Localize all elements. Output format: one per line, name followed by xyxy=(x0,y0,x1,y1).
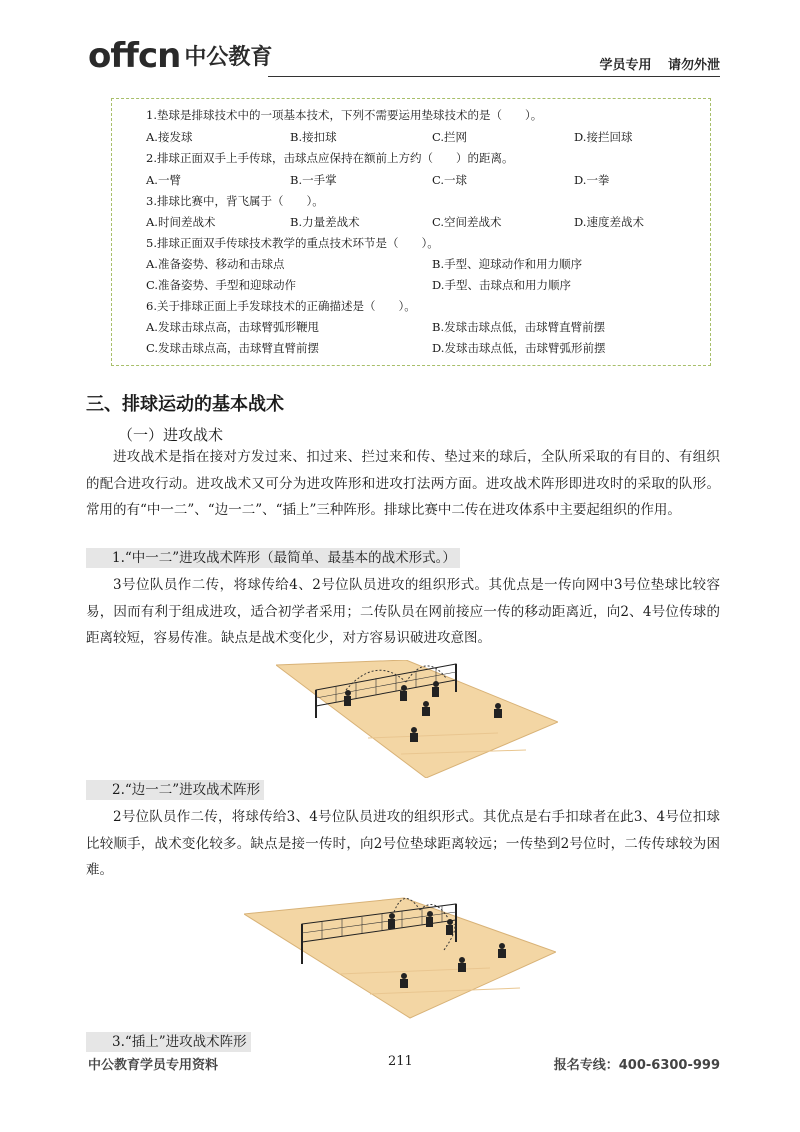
quiz-option: D.接拦回球 xyxy=(574,130,633,144)
section-title: 三、排球运动的基本战术 xyxy=(86,394,284,415)
footer-hotline: 报名专线：400-6300-999 xyxy=(553,1058,720,1073)
footer-label: 中公教育学员专用资料 xyxy=(88,1058,219,1073)
quiz-option: C.准备姿势、手型和迎球动作 xyxy=(146,278,297,292)
quiz-stem: 5.排球正面双手传球技术教学的重点技术环节是（ ）。 xyxy=(146,236,439,250)
quiz-option: D.手型、击球点和用力顺序 xyxy=(432,278,571,292)
intro-paragraph: 进攻战术是指在接对方发过来、扣过来、拦过来和传、垫过来的球后，全队所采取的有目的、有组织的配合进攻行动。进攻战术又可分为进攻阵形和进攻打法两方面。进攻战术阵形即进攻时的采取的队形。常用的有“中一二”、“边一二”、“插上”三种阵形。排球比赛中二传在进攻体系中主要起组织的作用。 xyxy=(86,449,720,518)
quiz-option: A.时间差战术 xyxy=(146,215,216,229)
court-floor xyxy=(244,898,556,1018)
quiz-option: C.拦网 xyxy=(432,130,468,144)
offcn-logo xyxy=(88,36,272,76)
quiz-stem: 3.排球比赛中，背飞属于（ ）。 xyxy=(146,194,324,208)
formation-text: 2号位队员作二传，将球传给3、4号位队员进攻的组织形式。其优点是右手扣球者在此3、4号位扣球比较顺手，战术变化较多。缺点是接一传时，向2号位垫球距离较远；一传垫到2号位时，二传传球较为困难。 xyxy=(86,809,720,878)
quiz-option: C.发球击球点高，击球臂直臂前摆 xyxy=(146,341,320,355)
quiz-box xyxy=(111,98,711,366)
header-tags xyxy=(587,54,720,73)
quiz-option: C.空间差战术 xyxy=(432,215,502,229)
quiz-stem: 1.垫球是排球技术中的一项基本技术，下列不需要运用垫球技术的是（ ）。 xyxy=(146,108,543,122)
header-tag-confidential: 请勿外泄 xyxy=(667,58,720,73)
court-figure-zhongyier xyxy=(276,660,558,778)
quiz-stem: 6.关于排球正面上手发球技术的正确描述是（ ）。 xyxy=(146,299,416,313)
quiz-option: A.准备姿势、移动和击球点 xyxy=(146,257,285,271)
quiz-option: B.力量差战术 xyxy=(290,215,360,229)
quiz-option: D.速度差战术 xyxy=(574,215,644,229)
quiz-option: B.发球击球点低，击球臂直臂前摆 xyxy=(432,320,606,334)
header-tag-student-only: 学员专用 xyxy=(599,58,652,73)
quiz-option: B.手型、迎球动作和用力顺序 xyxy=(432,257,583,271)
court-figure-bianyier xyxy=(244,890,556,1020)
quiz-option: C.一球 xyxy=(432,173,468,187)
formation-text: 3号位队员作二传，将球传给4、2号位队员进攻的组织形式。其优点是一传向网中3号位垫球比较容易，因而有利于组成进攻，适合初学者采用；二传队员在网前接应一传的移动距离近，向2、4号位传球的距离较短，容易传准。缺点是战术变化少，对方容易识破进攻意图。 xyxy=(86,577,720,646)
page-number: 211 xyxy=(388,1054,413,1069)
court-floor xyxy=(276,660,558,778)
logo-cn: 中公教育 xyxy=(184,45,273,70)
quiz-option: B.接扣球 xyxy=(290,130,337,144)
quiz-stem: 2.排球正面双手上手传球，击球点应保持在额前上方约（ ）的距离。 xyxy=(146,151,514,165)
header-rule xyxy=(268,76,720,77)
logo-en: offcn xyxy=(88,36,181,76)
formation-heading: 3.“插上”进攻战术阵形 xyxy=(86,1032,251,1052)
quiz-option: A.接发球 xyxy=(146,130,193,144)
quiz-option: D.一拳 xyxy=(574,173,610,187)
quiz-option: A.发球击球点高，击球臂弧形鞭甩 xyxy=(146,320,319,334)
formation-heading: 1.“中一二”进攻战术阵形（最简单、最基本的战术形式。） xyxy=(86,548,460,568)
quiz-option: B.一手掌 xyxy=(290,173,337,187)
quiz-option: A.一臂 xyxy=(146,173,181,187)
quiz-option: D.发球击球点低，击球臂弧形前摆 xyxy=(432,341,606,355)
page-header xyxy=(88,36,720,80)
formation-heading: 2.“边一二”进攻战术阵形 xyxy=(86,780,264,800)
subsection-title: （一）进攻战术 xyxy=(118,426,224,444)
